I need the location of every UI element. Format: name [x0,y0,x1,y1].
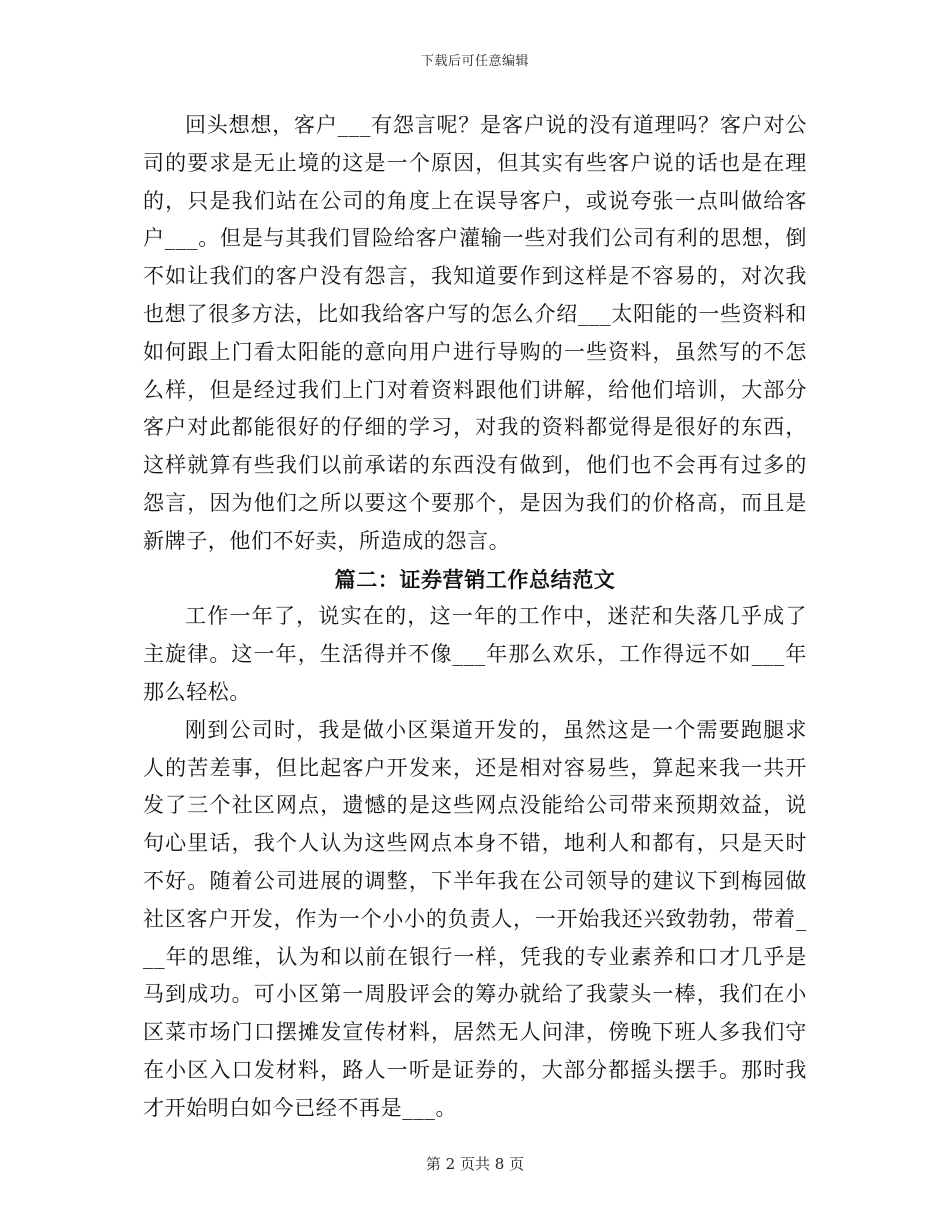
page-number: 第 2 页共 8 页 [425,1155,525,1173]
page-header: 下载后可任意编辑 [420,54,529,69]
document-body [143,107,807,1128]
paragraph-customer-complaints: 回头想想，客户___有怨言呢？是客户说的没有道理吗？客户对公司的要求是无止境的这是一个原因，但其实有些客户说的话也是在理的，只是我们站在公司的角度上在误导客户，或说夸张一点叫做给客户___。但是与其我们冒险给客户灌输一些对我们公司有利的思想，倒不如让我们的客户没有怨言，我知道要作到这样是不容易的，对次我也想了很多方法，比如我给客户写的怎么介绍___太阳能的一些资料和如何跟上门看太阳能的意向用户进行导购的一些资料，虽然写的不怎么样，但是经过我们上门对着资料跟他们讲解，给他们培训，大部分客户对此都能很好的仔细的学习，对我的资料都觉得是很好的东西，这样就算有些我们以前承诺的东西没有做到，他们也不会再有过多的怨言，因为他们之所以要这个要那个，是因为我们的价格高，而且是新牌子，他们不好卖，所造成的怨言。 [143,113,807,553]
paragraph-intro: 工作一年了，说实在的，这一年的工作中，迷茫和失落几乎成了主旋律。这一年，生活得并不像___年那么欢乐，工作得远不如___年那么轻松。 [143,604,807,704]
section-title: 篇二：证券营销工作总结范文 [334,566,616,592]
paragraph-experience: 刚到公司时，我是做小区渠道开发的，虽然这是一个需要跑腿求人的苦差事，但比起客户开发来，还是相对容易些，算起来我一共开发了三个社区网点，遗憾的是这些网点没能给公司带来预期效益，说句心里话，我个人认为这些网点本身不错，地利人和都有，只是天时不好。随着公司进展的调整，下半年我在公司领导的建议下到梅园做社区客户开发，作为一个小小的负责人，一开始我还兴致勃勃，带着___年的思维，认为和以前在银行一样，凭我的专业素养和口才几乎是马到成功。可小区第一周股评会的筹办就给了我蒙头一棒，我们在小区菜市场门口摆摊发宣传材料，居然无人问津，傍晚下班人多我们守在小区入口发材料，路人一听是证券的，大部分都摇头摆手。那时我才开始明白如今已经不再是___。 [143,717,807,1120]
